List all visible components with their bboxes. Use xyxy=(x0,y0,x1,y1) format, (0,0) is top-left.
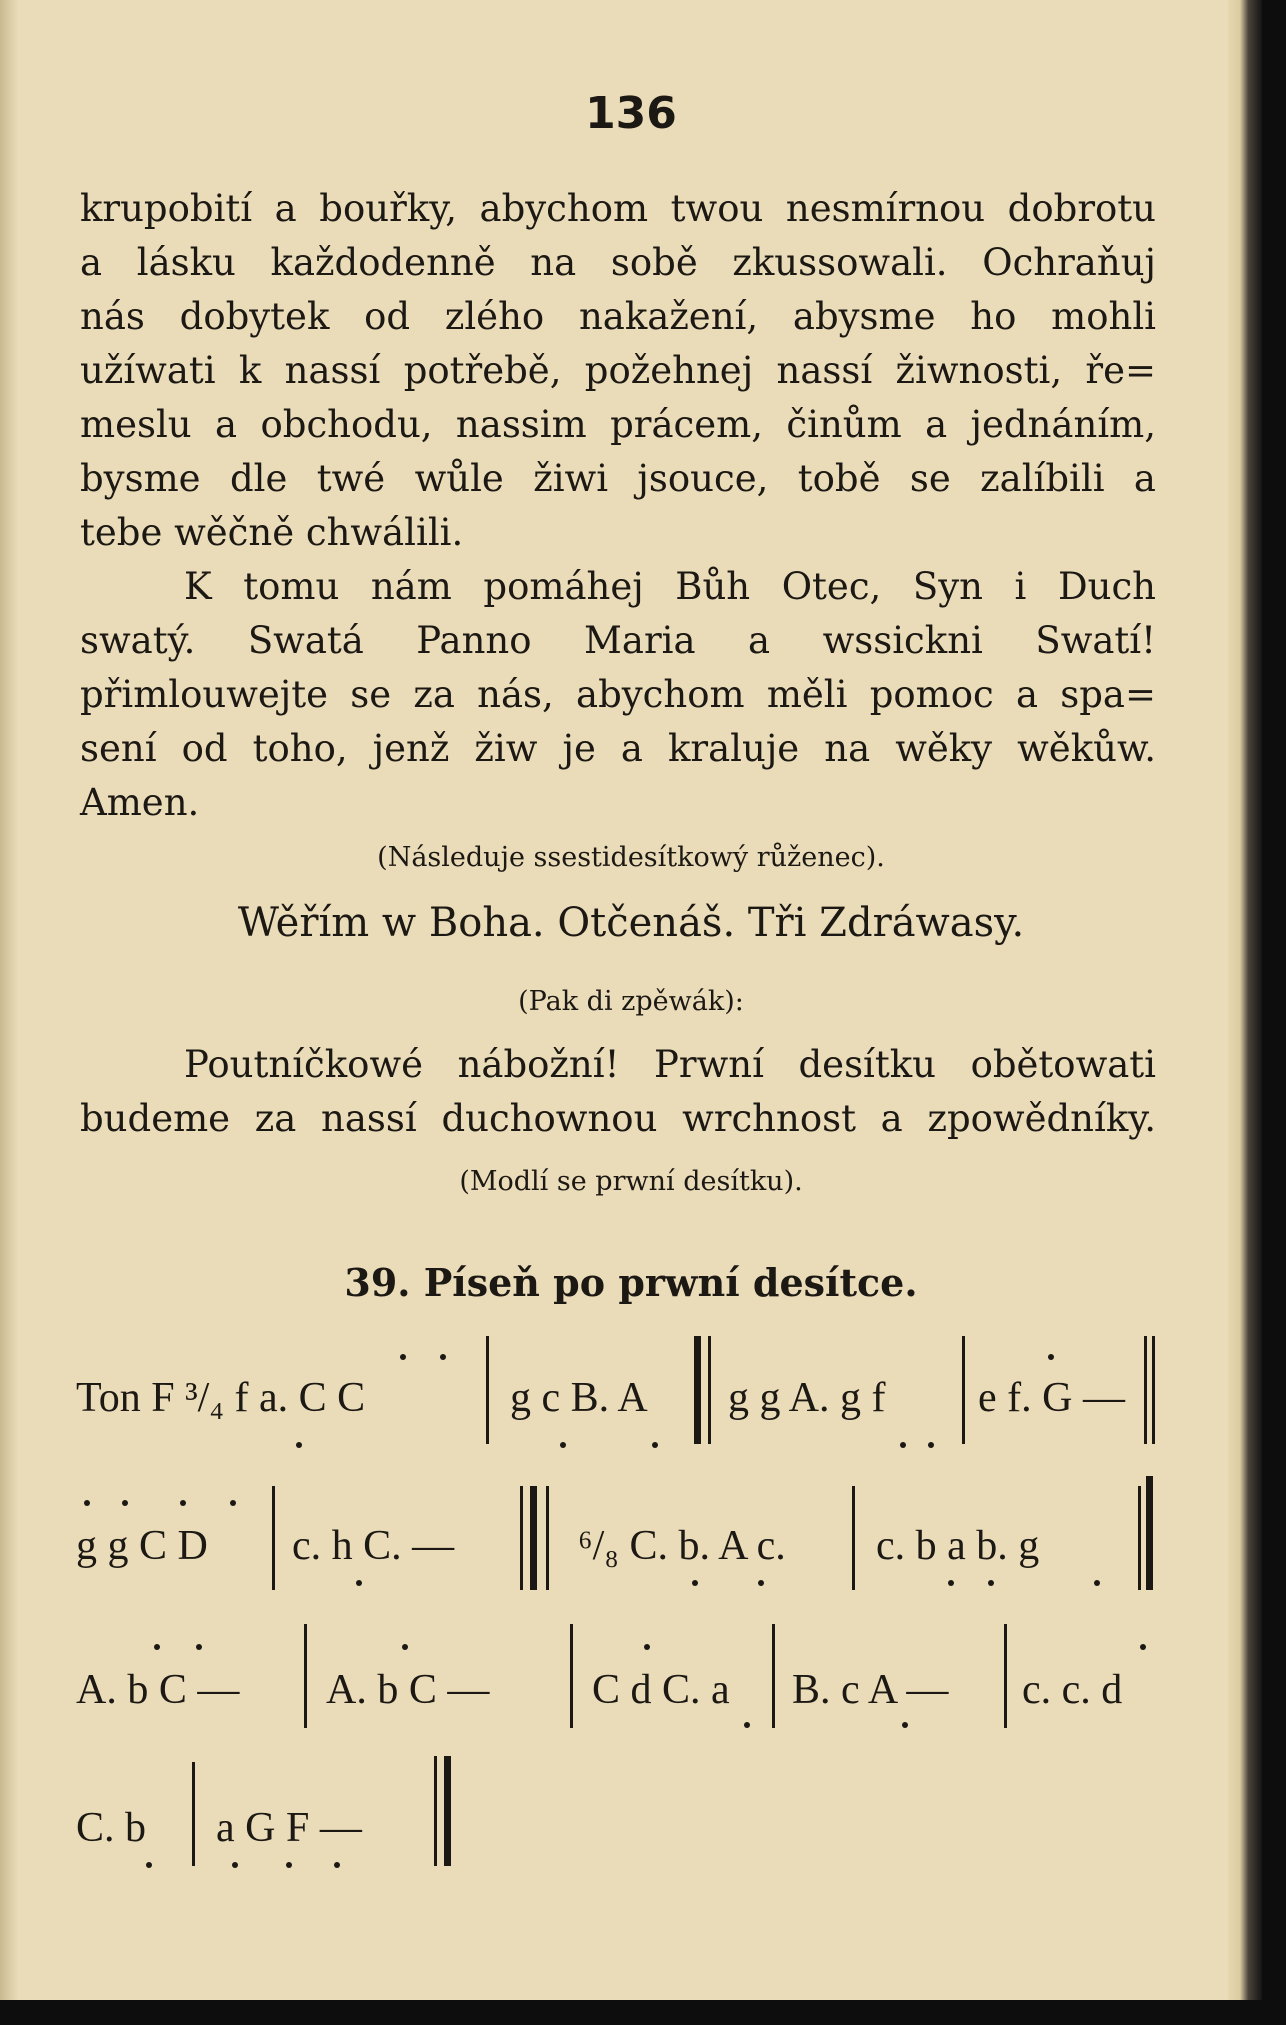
bar-line xyxy=(486,1336,489,1444)
creed-line: Wěřím w Boha. Otčenáš. Tři Zdráwasy. xyxy=(237,900,1025,946)
music-segment: e f. G — xyxy=(978,1375,1125,1421)
note-dot xyxy=(644,1644,650,1650)
note-dot xyxy=(232,1862,238,1868)
note-dot xyxy=(146,1862,152,1868)
final-bar-line xyxy=(444,1756,451,1866)
text-line: K tomu nám pomáhej Bůh Otec, Syn i Duch xyxy=(184,565,1156,608)
page-number: 136 xyxy=(585,88,677,139)
note-dot xyxy=(692,1580,698,1586)
music-segment: Ton F ³/₄ f a. C C xyxy=(76,1375,366,1421)
note-dot xyxy=(758,1580,764,1586)
note-dot xyxy=(286,1862,292,1868)
bar-line xyxy=(1138,1486,1141,1590)
bar-line xyxy=(708,1336,711,1444)
note-dot xyxy=(928,1442,934,1448)
bar-line xyxy=(1144,1336,1147,1444)
note-dot xyxy=(900,1442,906,1448)
body-text xyxy=(80,182,1156,830)
note-dot xyxy=(652,1442,658,1448)
note-dot xyxy=(948,1580,954,1586)
bar-line xyxy=(772,1624,775,1728)
music-segment: A. b C — xyxy=(76,1667,240,1713)
note-rosary: (Následuje ssestidesítkowý růženec). xyxy=(377,842,885,873)
note-dot xyxy=(180,1500,186,1506)
bar-line xyxy=(962,1336,965,1444)
note-dot xyxy=(1140,1644,1146,1650)
note-prayer: (Modlí se prwní desítku). xyxy=(459,1166,803,1197)
text-line: swatý. Swatá Panno Maria a wssickni Swatí! xyxy=(80,619,1156,662)
music-segment: ⁶/₈ C. b. A c. xyxy=(578,1523,786,1569)
note-dot xyxy=(988,1580,994,1586)
bar-line xyxy=(192,1762,195,1866)
text-line: Amen. xyxy=(80,781,200,824)
final-bar-line xyxy=(1146,1476,1153,1590)
text-line: přimlouwejte se za nás, abychom měli pomoc a spa= xyxy=(80,673,1156,716)
bar-line xyxy=(546,1486,549,1590)
text-line: Poutníčkowé nábožní! Prwní desítku obětowati xyxy=(184,1043,1156,1086)
text-line: tebe wěčně chwálili. xyxy=(80,511,464,554)
music-segment: g c B. A xyxy=(510,1375,648,1421)
note-singer: (Pak di zpěwák): xyxy=(518,986,744,1017)
text-line: a lásku každodenně na sobě zkussowali. Ochraňuj xyxy=(80,241,1156,284)
text-line: krupobití a bouřky, abychom twou nesmírnou dobrotu xyxy=(80,187,1156,230)
music-segment: c. c. d xyxy=(1022,1667,1123,1713)
bar-line xyxy=(434,1756,437,1866)
note-dot xyxy=(400,1354,406,1360)
text-line: meslu a obchodu, nassim prácem, činům a jednáním, xyxy=(80,403,1156,446)
music-segment: A. b C — xyxy=(326,1667,490,1713)
bar-line xyxy=(852,1486,855,1590)
bar-line xyxy=(304,1624,307,1728)
note-dot xyxy=(296,1442,302,1448)
text-line: bysme dle twé wůle žiwi jsouce, tobě se zalíbili a xyxy=(80,457,1156,500)
note-dot xyxy=(440,1354,446,1360)
note-dot xyxy=(230,1500,236,1506)
text-line: budeme za nassí duchownou wrchnost a zpowědníky. xyxy=(80,1097,1156,1140)
note-dot xyxy=(154,1644,160,1650)
note-dot xyxy=(1048,1354,1054,1360)
double-bar-line xyxy=(530,1486,537,1590)
note-dot xyxy=(122,1500,128,1506)
music-segment: c. h C. — xyxy=(292,1523,455,1569)
music-segment: C. b xyxy=(76,1805,147,1851)
music-segment: c. b a b. g xyxy=(876,1523,1040,1569)
body-text-2 xyxy=(80,1038,1156,1146)
note-dot xyxy=(902,1722,908,1728)
bar-line xyxy=(1152,1336,1155,1444)
note-dot xyxy=(1094,1580,1100,1586)
bar-line xyxy=(1004,1624,1007,1728)
bar-line xyxy=(272,1486,275,1590)
music-segment: a G F — xyxy=(216,1805,362,1851)
note-dot xyxy=(402,1644,408,1650)
note-dot xyxy=(196,1644,202,1650)
bar-line xyxy=(570,1624,573,1728)
text-line: nás dobytek od zlého nakažení, abysme ho mohli xyxy=(80,295,1156,338)
note-dot xyxy=(334,1862,340,1868)
text-line: užíwati k nassí potřebě, požehnej nassí žiwnosti, ře= xyxy=(80,349,1156,392)
double-bar-line xyxy=(694,1336,701,1444)
bar-line xyxy=(520,1486,523,1590)
music-segment: B. c A — xyxy=(792,1667,949,1713)
note-dot xyxy=(744,1722,750,1728)
music-segment: g g C D xyxy=(76,1523,208,1569)
music-segment: C d C. a xyxy=(592,1667,730,1713)
note-dot xyxy=(84,1500,90,1506)
text-line: sení od toho, jenž žiw je a kraluje na wěky wěkůw. xyxy=(80,727,1156,770)
note-dot xyxy=(560,1442,566,1448)
section-title: 39. Píseň po prwní desítce. xyxy=(344,1260,918,1305)
note-dot xyxy=(356,1580,362,1586)
music-segment: g g A. g f xyxy=(728,1375,886,1421)
